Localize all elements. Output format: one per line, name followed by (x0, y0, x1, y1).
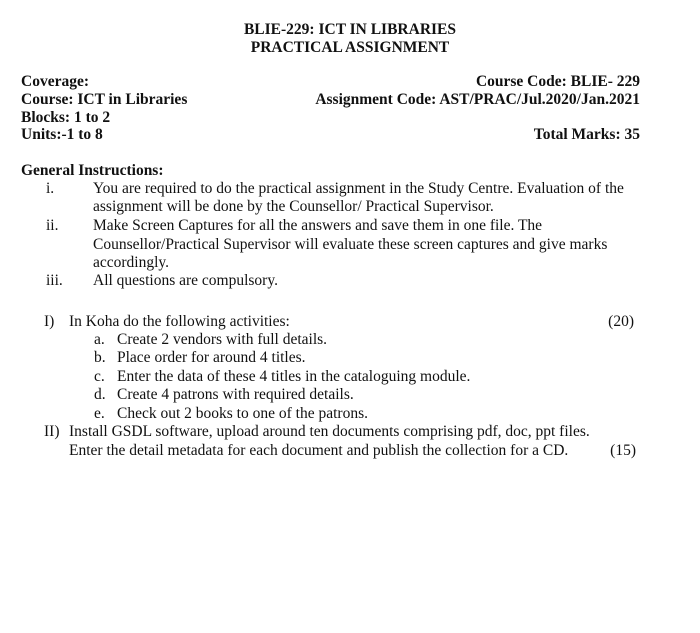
subitem-text: Enter the data of these 4 titles in the cataloguing module. (117, 368, 471, 385)
question-text: Install GSDL software, upload around ten documents comprising pdf, doc, ppt files. (69, 423, 590, 440)
blocks-info: Blocks: 1 to 2 (21, 109, 111, 126)
page-subtitle: PRACTICAL ASSIGNMENT (250, 39, 450, 56)
instruction-number: ii. (46, 217, 59, 234)
instruction-number: i. (46, 180, 55, 197)
subitem-letter: c. (94, 368, 105, 385)
question-number: II) (44, 423, 60, 440)
question-marks: (15) (610, 442, 636, 459)
course-name: Course: ICT in Libraries (21, 91, 188, 108)
assignment-code: Assignment Code: AST/PRAC/Jul.2020/Jan.2021 (315, 91, 640, 108)
subitem-text: Check out 2 books to one of the patrons. (117, 405, 368, 422)
coverage-label: Coverage: (21, 73, 89, 90)
units-info: Units:-1 to 8 (21, 126, 103, 143)
subitem-letter: d. (94, 386, 106, 403)
question-number: I) (44, 313, 55, 330)
total-marks: Total Marks: 35 (533, 126, 640, 143)
instruction-line: Make Screen Captures for all the answers and save them in one file. The (93, 217, 543, 234)
question-text: In Koha do the following activities: (69, 313, 290, 330)
subitem-text: Place order for around 4 titles. (117, 349, 306, 366)
course-code: Course Code: BLIE- 229 (475, 73, 640, 90)
subitem-letter: b. (94, 349, 106, 366)
question-marks: (20) (608, 313, 634, 330)
subitem-text: Create 4 patrons with required details. (117, 386, 354, 403)
instruction-line: All questions are compulsory. (93, 272, 278, 289)
instruction-line: You are required to do the practical assignment in the Study Centre. Evaluation of the (93, 180, 624, 197)
page-title: BLIE-229: ICT IN LIBRARIES (243, 21, 457, 38)
instructions-heading: General Instructions: (21, 162, 164, 179)
subitem-letter: a. (94, 331, 105, 348)
instruction-number: iii. (46, 272, 63, 289)
instruction-line: Counsellor/Practical Supervisor will evaluate these screen captures and give marks (93, 236, 608, 253)
instruction-line: accordingly. (93, 254, 170, 271)
subitem-letter: e. (94, 405, 105, 422)
question-text: Enter the detail metadata for each document and publish the collection for a CD. (69, 442, 569, 459)
instruction-line: assignment will be done by the Counsellor/ Practical Supervisor. (93, 198, 494, 215)
subitem-text: Create 2 vendors with full details. (117, 331, 328, 348)
